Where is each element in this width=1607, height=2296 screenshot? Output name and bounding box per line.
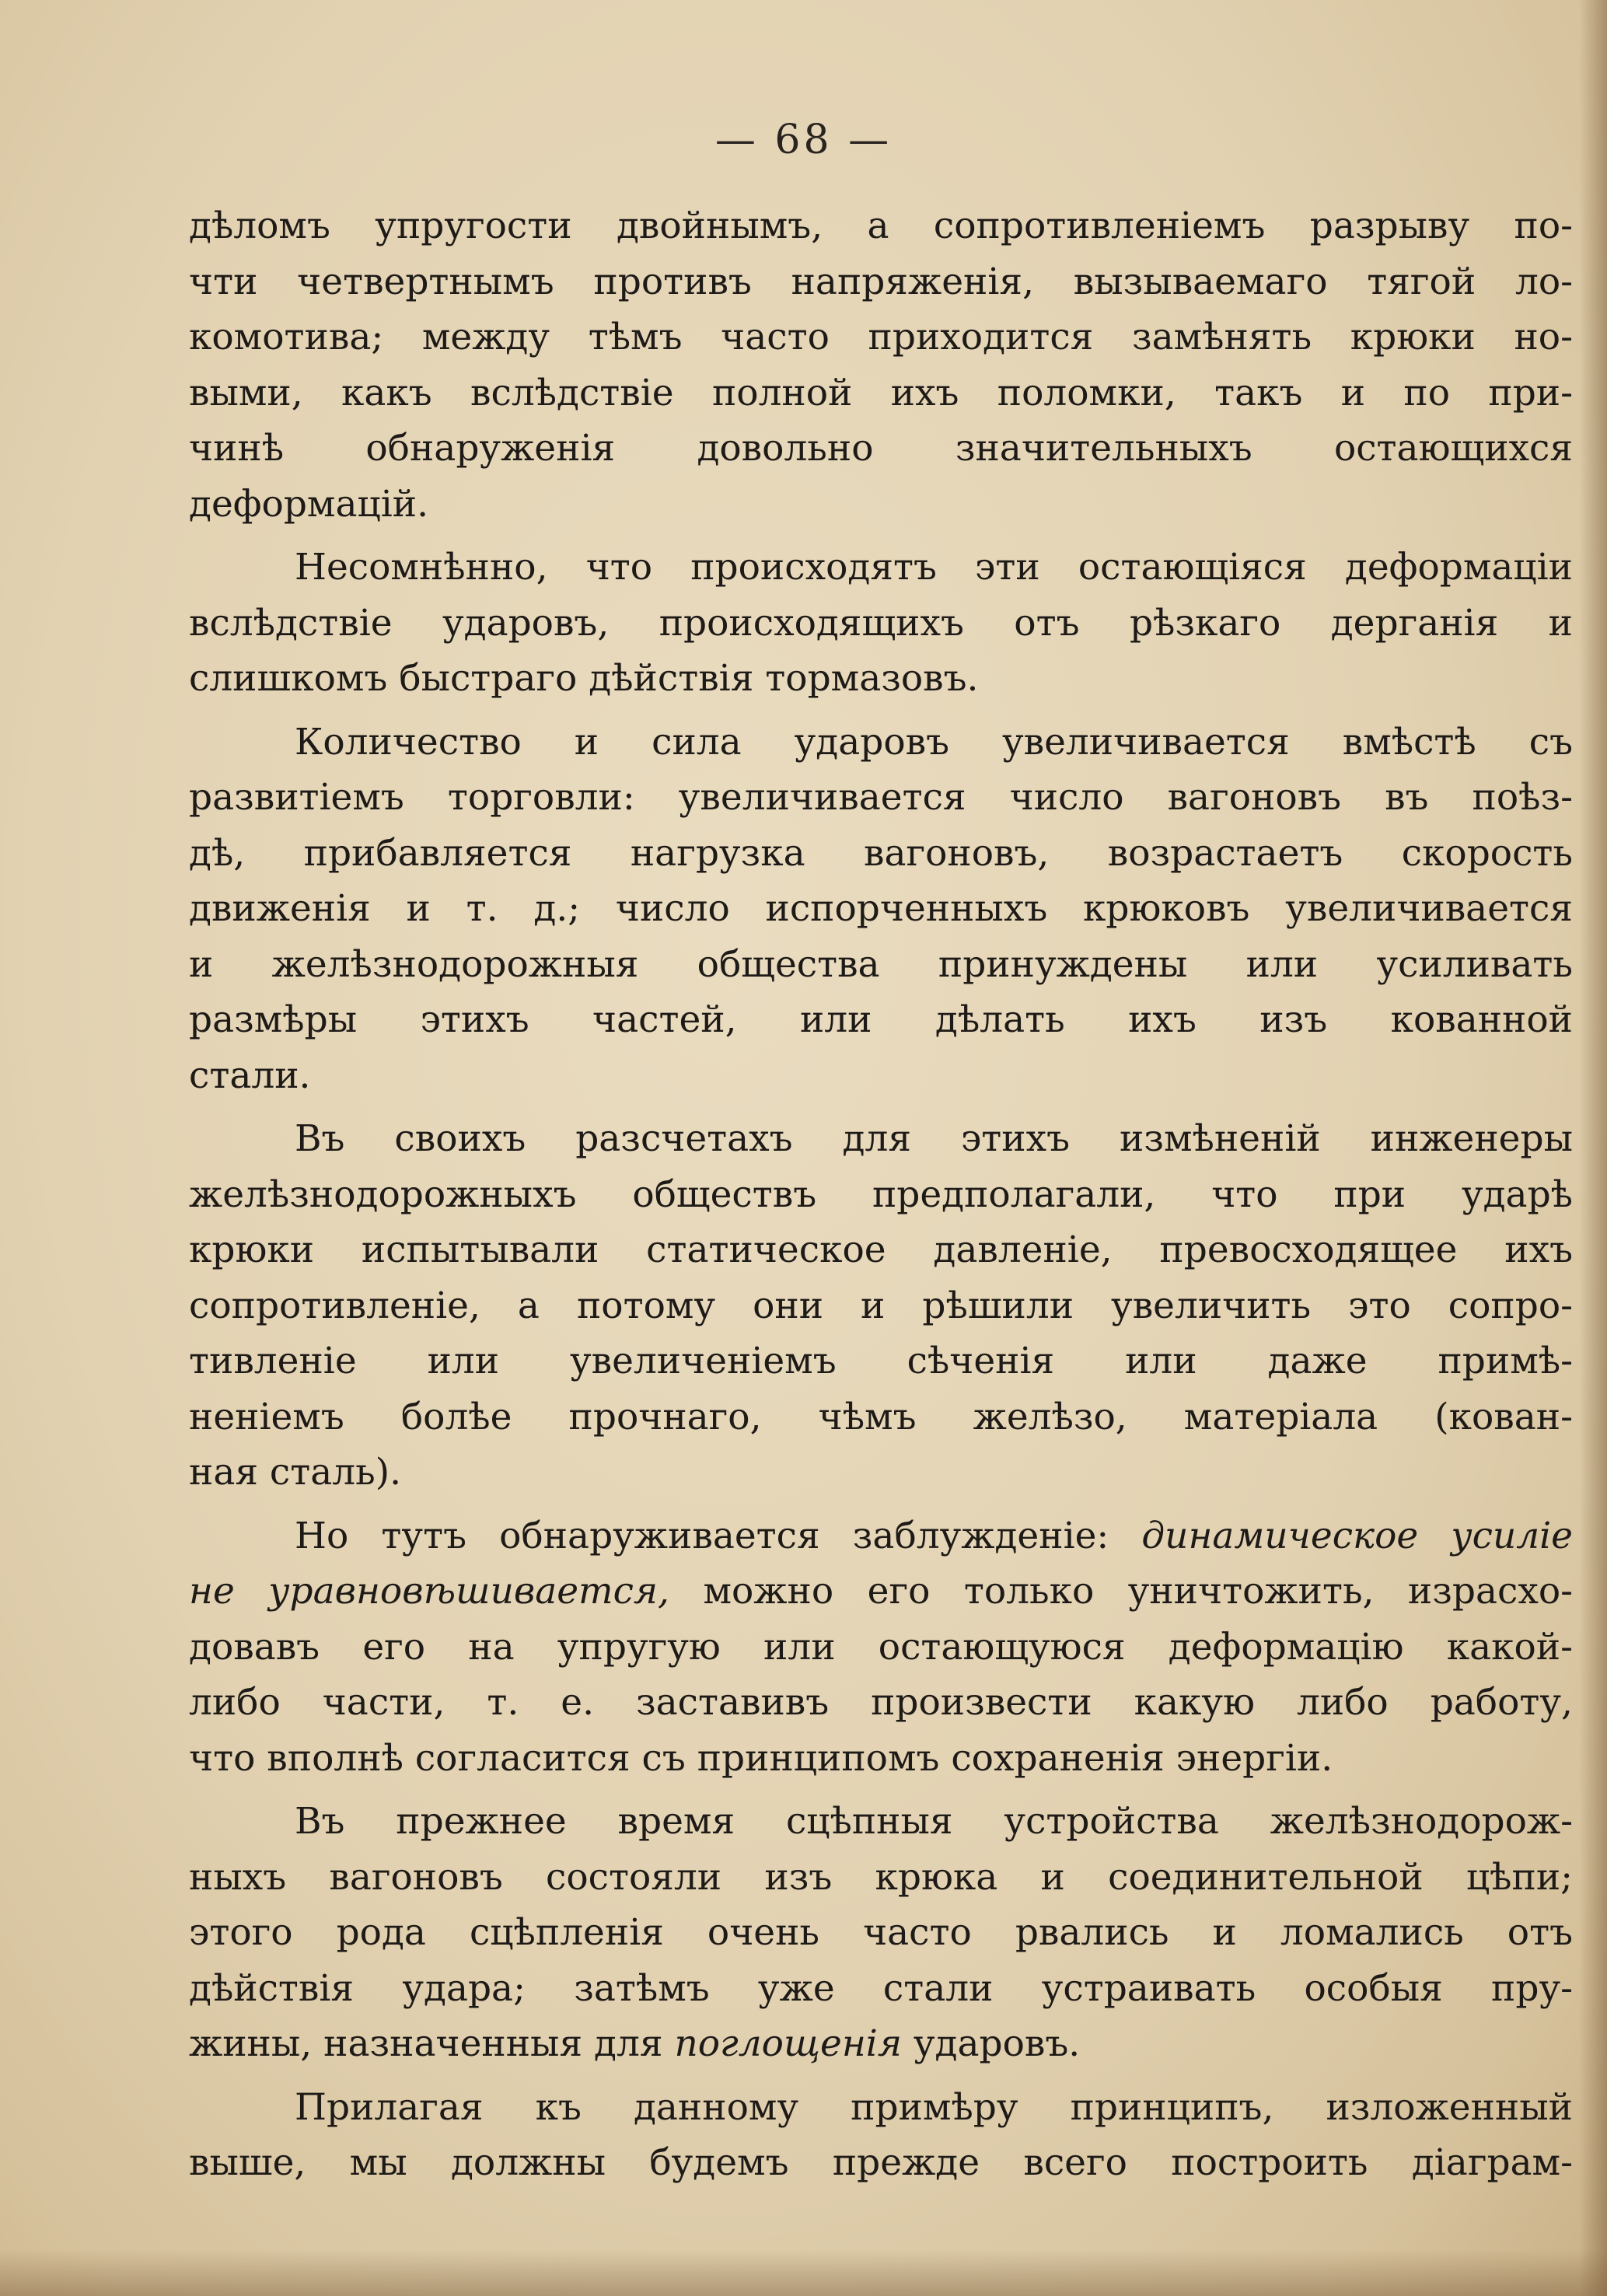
text-segment: жины, назначенныя для <box>189 2022 675 2065</box>
paragraph-gap <box>189 532 1573 540</box>
text-line: чинѣ обнаруженія довольно значительныхъ остающихся <box>189 427 1573 470</box>
page-edge-shadow-right <box>1579 0 1607 2296</box>
text-line: комотива; между тѣмъ часто приходится замѣнять крюки но- <box>189 316 1573 358</box>
text-line: размѣры этихъ частей, или дѣлать ихъ изъ кованной <box>189 998 1573 1041</box>
text-line: выше, мы должны будемъ прежде всего построить діаграм- <box>189 2141 1573 2184</box>
text-line: Прилагая къ данному примѣру принципъ, изложенный <box>295 2085 1573 2129</box>
text-line <box>189 1564 1573 1620</box>
text-line <box>189 1508 1573 1564</box>
text-segment: можно его только уничтожить, израсхо- <box>669 1570 1573 1613</box>
text-line: крюки испытывали статическое давленіе, превосходящее ихъ <box>189 1228 1573 1271</box>
text-line: неніемъ болѣе прочнаго, чѣмъ желѣзо, матеріала (кован- <box>189 1395 1573 1438</box>
text-line: Въ прежнее время сцѣпныя устройства желѣзнодорож- <box>295 1800 1573 1843</box>
page-number: — 68 — <box>714 117 893 163</box>
text-line: что вполнѣ согласится съ принципомъ сохраненія энергіи. <box>189 1736 1333 1780</box>
text-line: Въ своихъ разсчетахъ для этихъ измѣненій инженеры <box>295 1117 1573 1160</box>
paragraph-gap <box>189 1786 1573 1794</box>
text-line: дѣломъ упругости двойнымъ, а сопротивленіемъ разрыву по- <box>189 204 1573 247</box>
text-line: развитіемъ торговли: увеличивается число вагоновъ въ поѣз- <box>189 776 1573 819</box>
text-line: ныхъ вагоновъ состояли изъ крюка и соединительной цѣпи; <box>189 1855 1573 1899</box>
body-text <box>189 198 1573 2191</box>
text-line: тивленіе или увеличеніемъ сѣченія или даже примѣ- <box>189 1340 1573 1382</box>
text-line: этого рода сцѣпленія очень часто рвались и ломались отъ <box>189 1911 1573 1954</box>
paragraph-gap <box>189 1501 1573 1508</box>
text-line: сопротивленіе, а потому они и рѣшили увеличить это сопро- <box>189 1284 1573 1327</box>
text-line: вслѣдствіе ударовъ, происходящихъ отъ рѣзкаго дерганія и <box>189 601 1573 645</box>
text-line: желѣзнодорожныхъ обществъ предполагали, что при ударѣ <box>189 1172 1573 1216</box>
text-line: деформацій. <box>189 482 429 526</box>
italic-emphasis: динамическое усиліе <box>1141 1514 1573 1557</box>
italic-emphasis: поглощенія <box>674 2022 902 2065</box>
text-line: чти четвертнымъ противъ напряженія, вызываемаго тягой ло- <box>189 260 1573 303</box>
text-line: либо части, т. е. заставивъ произвести какую либо работу, <box>189 1681 1573 1724</box>
paragraph-gap <box>189 1103 1573 1111</box>
text-segment: ударовъ. <box>901 2022 1081 2065</box>
text-line: движенія и т. д.; число испорченныхъ крюковъ увеличивается <box>189 887 1573 930</box>
text-line: довавъ его на упругую или остающуюся деформацію какой- <box>189 1625 1573 1669</box>
text-segment: Но тутъ обнаруживается заблужденіе: <box>295 1514 1142 1557</box>
text-line: Несомнѣнно, что происходятъ эти остающіяся деформаціи <box>295 546 1573 589</box>
paragraph-gap <box>189 2072 1573 2080</box>
text-line: слишкомъ быстраго дѣйствія тормазовъ. <box>189 657 979 700</box>
text-line: дѣ, прибавляется нагрузка вагоновъ, возрастаетъ скорость <box>189 831 1573 875</box>
paragraph-gap <box>189 707 1573 715</box>
italic-emphasis: не уравновѣшивается, <box>189 1570 669 1613</box>
text-line: Количество и сила ударовъ увеличивается вмѣстѣ съ <box>295 720 1573 764</box>
text-line: стали. <box>189 1054 311 1097</box>
text-line: и желѣзнодорожныя общества принуждены или усиливать <box>189 942 1573 986</box>
text-line: ная сталь). <box>189 1451 402 1494</box>
text-line: дѣйствія удара; затѣмъ уже стали устраивать особыя пру- <box>189 1966 1573 2010</box>
text-line <box>189 2016 1573 2072</box>
text-line: выми, какъ вслѣдствіе полной ихъ поломки, такъ и по при- <box>189 371 1573 414</box>
page-edge-shadow-bottom <box>0 2249 1607 2296</box>
